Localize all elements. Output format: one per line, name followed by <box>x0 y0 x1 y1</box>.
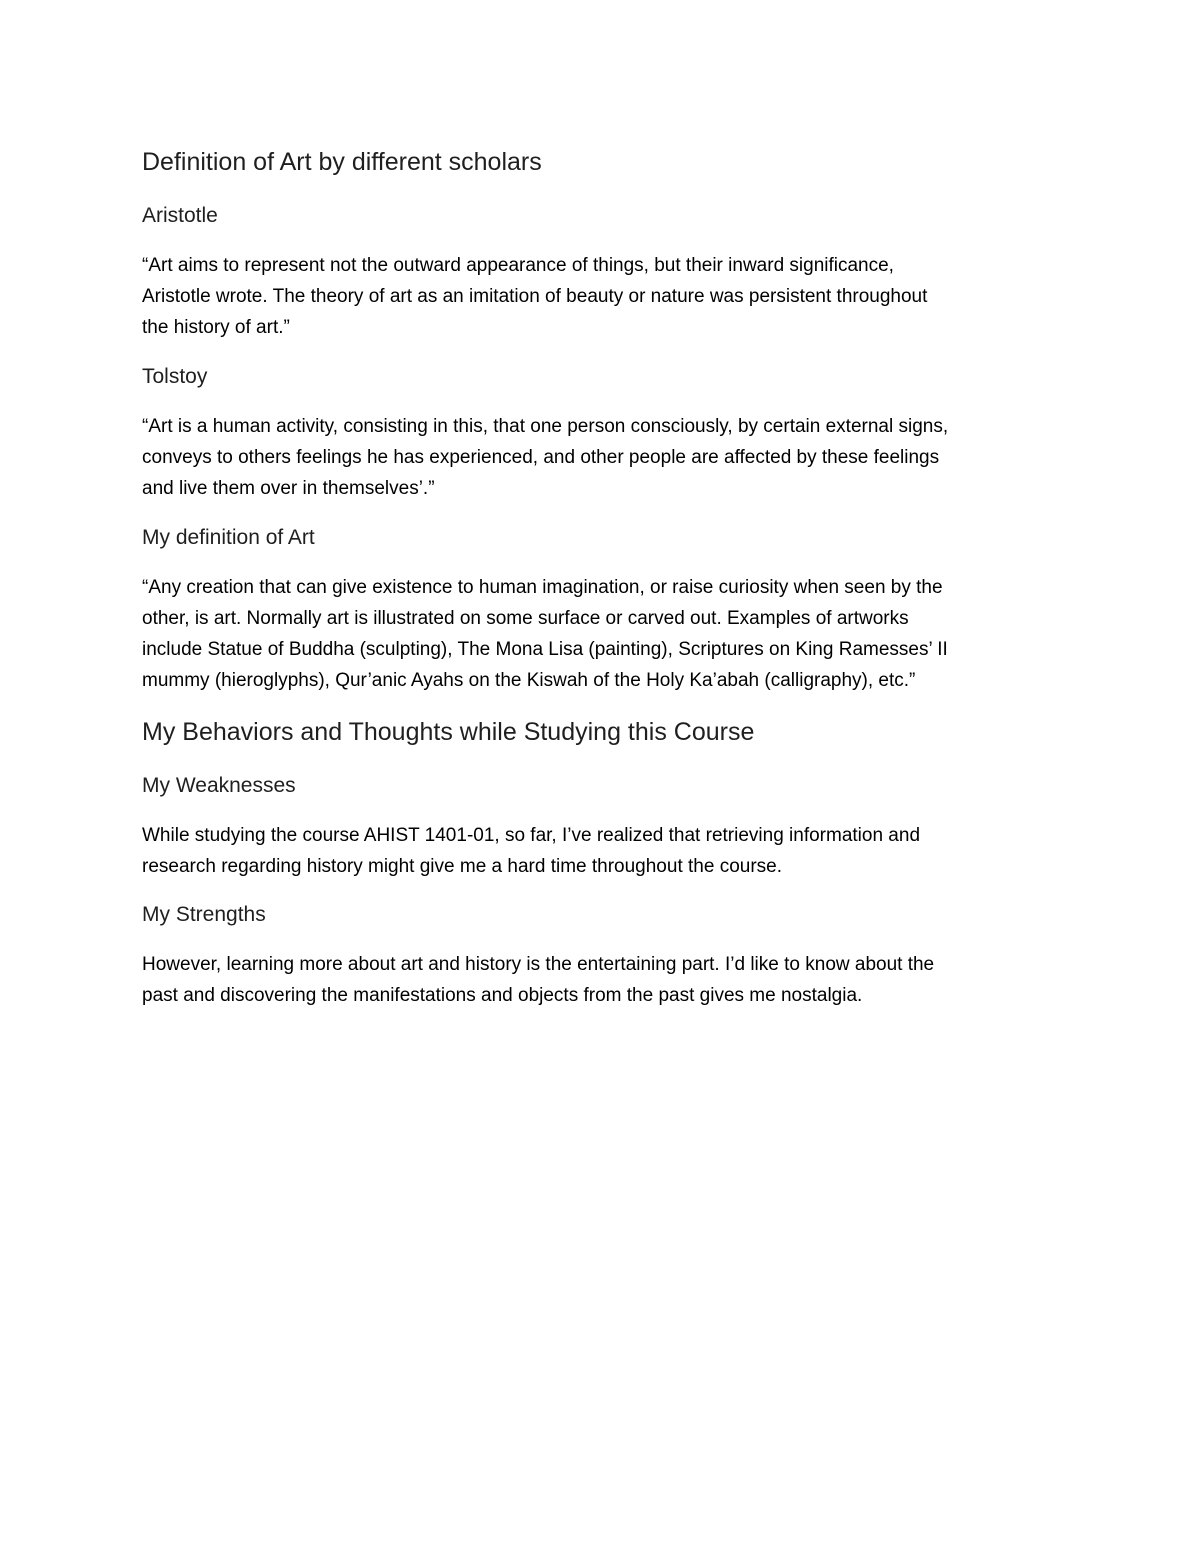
paragraph-line: “Art is a human activity, consisting in this, that one person consciously, by certain external signs, <box>142 416 949 437</box>
paragraph-line: conveys to others feelings he has experienced, and other people are affected by these feelings <box>142 447 940 468</box>
paragraph-line: mummy (hieroglyphs), Qur’anic Ayahs on the Kiswah of the Holy Ka’abah (calligraphy), etc.” <box>142 670 916 691</box>
section-heading-behaviors-and-thoughts: My Behaviors and Thoughts while Studying this Course <box>142 718 755 746</box>
paragraph-line: Aristotle wrote. The theory of art as an imitation of beauty or nature was persistent throughout <box>142 286 928 307</box>
subheading-aristotle: Aristotle <box>142 204 218 227</box>
paragraph-line: the history of art.” <box>142 317 290 338</box>
paragraph-line: past and discovering the manifestations and objects from the past gives me nostalgia. <box>142 985 863 1006</box>
aristotle-quote <box>142 250 1062 343</box>
paragraph-line: include Statue of Buddha (sculpting), The Mona Lisa (painting), Scriptures on King Ramesses’ II <box>142 639 948 660</box>
tolstoy-quote <box>142 411 1062 504</box>
paragraph-line: “Art aims to represent not the outward appearance of things, but their inward significance, <box>142 255 894 276</box>
subheading-tolstoy: Tolstoy <box>142 365 208 388</box>
subheading-my-strengths: My Strengths <box>142 903 266 926</box>
subheading-my-definition: My definition of Art <box>142 526 315 549</box>
paragraph-line: and live them over in themselves’.” <box>142 478 435 499</box>
paragraph-line: While studying the course AHIST 1401-01, so far, I’ve realized that retrieving information and <box>142 825 921 846</box>
section-heading-definition-of-art: Definition of Art by different scholars <box>142 148 542 176</box>
paragraph-line: However, learning more about art and history is the entertaining part. I’d like to know about the <box>142 954 935 975</box>
paragraph-line: research regarding history might give me a hard time throughout the course. <box>142 856 782 877</box>
my-definition-quote <box>142 572 1062 696</box>
weaknesses-paragraph <box>142 820 1062 882</box>
subheading-my-weaknesses: My Weaknesses <box>142 774 296 797</box>
strengths-paragraph <box>142 949 1062 1011</box>
paragraph-line: other, is art. Normally art is illustrated on some surface or carved out. Examples of artworks <box>142 608 909 629</box>
paragraph-line: “Any creation that can give existence to human imagination, or raise curiosity when seen by the <box>142 577 943 598</box>
